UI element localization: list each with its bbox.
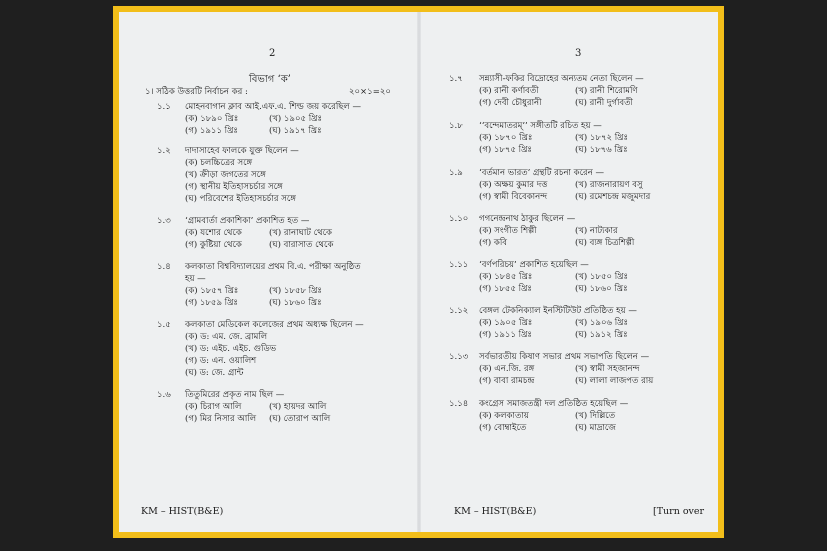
marks: ২০×১=২০ [349, 87, 391, 97]
option: (গ) বাবা রামচন্দ্র [479, 376, 535, 386]
option: (ক) সংগীত শিল্পী [479, 226, 537, 236]
question-number: ১.১৩ [449, 352, 469, 362]
option: (গ) দেবী চৌধুরানী [479, 98, 542, 108]
option: (খ) ড: এইচ. এইচ. গুডিভ [185, 344, 277, 354]
question-text: হয় — [185, 274, 206, 284]
option: (গ) ১৮৫৯ খ্রিঃ [185, 298, 238, 308]
option: (গ) স্বামী বিবেকানন্দ [479, 192, 548, 202]
option: (খ) ক্রীড়া জগতের সঙ্গে [185, 170, 266, 180]
option: (ঘ) তোরাপ আলি [269, 414, 331, 424]
option: (গ) মির নিসার আলি [185, 414, 257, 424]
option: (ঘ) ১৯১৭ খ্রিঃ [269, 126, 322, 136]
option: (ঘ) রমেশচন্দ্র মজুমদার [575, 192, 651, 202]
question-text: গগনেন্দ্রনাথ ঠাকুর ছিলেন — [479, 214, 576, 224]
turn-over: [Turn over [653, 506, 705, 517]
question-text: ‘বর্ণপরিচয়’ প্রকাশিত হয়েছিল — [479, 260, 589, 270]
question-text: কলকাতা মেডিকেল কলেজের প্রথম অধ্যক্ষ ছিলেন — [185, 320, 364, 330]
right-page [419, 12, 718, 532]
option: (ক) কলকাতায় [479, 411, 529, 421]
option: (গ) ড: এন. ওয়ালিশ [185, 356, 257, 366]
option: (খ) ১৯০৫ খ্রিঃ [269, 114, 322, 124]
section-heading: বিভাগ ‘ক’ [249, 74, 291, 85]
option: (ক) ১৮৭০ খ্রিঃ [479, 133, 533, 143]
option: (গ) ১৯১১ খ্রিঃ [479, 330, 532, 340]
option: (খ) হায়দর আলি [269, 402, 327, 412]
option: (ঘ) ১৮৬০ খ্রিঃ [269, 298, 322, 308]
option: (খ) ১৮৫৮ খ্রিঃ [269, 286, 322, 296]
question-number: ১.৯ [449, 168, 463, 178]
option: (ক) ১৮৯০ খ্রিঃ [185, 114, 239, 124]
question-number: ১.১০ [449, 214, 469, 224]
footer-code: KM – HIST(B&E) [454, 506, 537, 517]
option: (ঘ) মাদ্রাজে [575, 423, 616, 433]
option: (খ) রানী শিরোমণি [575, 86, 638, 96]
option: (খ) রাজনারায়ণ বসু [575, 180, 643, 190]
option: (গ) স্থানীয় ইতিহাসচর্চার সঙ্গে [185, 182, 283, 192]
option: (ঘ) লালা লাজপত রায় [575, 376, 654, 386]
option: (ঘ) ১৯১২ খ্রিঃ [575, 330, 628, 340]
question-number: ১.১২ [449, 306, 469, 316]
booklet-spread [119, 12, 718, 532]
option: (ক) অক্ষয় কুমার দত্ত [479, 180, 548, 190]
footer-code: KM – HIST(B&E) [141, 506, 224, 517]
option: (খ) নাট্যকার [575, 226, 618, 236]
option: (ক) যশোর থেকে [185, 228, 242, 238]
question-number: ১.৩ [157, 216, 171, 226]
option: (গ) ১৮৭৫ খ্রিঃ [479, 145, 532, 155]
question-number: ১.১১ [449, 260, 469, 270]
question-number: ১.২ [157, 146, 171, 156]
question-number: ১.৬ [157, 390, 171, 400]
option: (ঘ) ১৮৬০ খ্রিঃ [575, 284, 628, 294]
option: (গ) কুষ্টিয়া থেকে [185, 240, 242, 250]
question-text: বেঙ্গল টেকনিক্যাল ইনস্টিটিউট প্রতিষ্ঠিত হয় — [479, 306, 637, 316]
option: (ক) চিরাগ আলি [185, 402, 242, 412]
option: (গ) ১৮৫৫ খ্রিঃ [479, 284, 532, 294]
question-text: সর্বভারতীয় কিষাণ সভার প্রথম সভাপতি ছিলেন — [479, 352, 650, 362]
instruction: ১। সঠিক উত্তরটি নির্বাচন কর : [145, 87, 248, 97]
question-text: ‘‘বন্দেমাতরম্’’ সঙ্গীতটি রচিত হয় — [479, 121, 602, 131]
option: (খ) ১৮৫০ খ্রিঃ [575, 272, 628, 282]
question-number: ১.১ [157, 102, 171, 112]
question-text: ‘বর্তমান ভারত’ গ্রন্থটি রচনা করেন — [479, 168, 604, 178]
option: (ঘ) বারাসাত থেকে [269, 240, 334, 250]
question-text: সন্ন্যাসী-ফকির বিদ্রোহের অন্যতম নেতা ছিলেন — [479, 74, 644, 84]
option: (ক) ড: এম. জে. ব্রামলি [185, 332, 268, 342]
option: (খ) স্বামী সহজানন্দ [575, 364, 640, 374]
question-text: দাদাসাহেব ফালকে যুক্ত ছিলেন — [185, 146, 299, 156]
question-number: ১.১৪ [449, 399, 469, 409]
option: (খ) ১৮৭২ খ্রিঃ [575, 133, 628, 143]
option: (ঘ) রানী দুর্গাবতী [575, 98, 633, 108]
option: (খ) দিল্লিতে [575, 411, 616, 421]
question-text: মোহনবাগান ক্লাব আই.এফ.এ. শিল্ড জয় করেছিল — [185, 102, 361, 112]
option: (খ) রানাঘাট থেকে [269, 228, 332, 238]
left-page [119, 12, 419, 532]
option: (ঘ) পরিবেশের ইতিহাসচর্চার সঙ্গে [185, 194, 296, 204]
question-number: ১.৮ [449, 121, 463, 131]
option: (ঘ) ১৮৭৬ খ্রিঃ [575, 145, 628, 155]
question-text: কলকাতা বিশ্ববিদ্যালয়ের প্রথম বি.এ. পরীক্ষা অনুষ্ঠিত [185, 262, 361, 272]
option: (ঘ) ব্যঙ্গ চিত্রশিল্পী [575, 238, 635, 248]
option: (ক) ১৮৪৫ খ্রিঃ [479, 272, 533, 282]
page-number: 3 [575, 48, 582, 59]
page-number: 2 [269, 48, 276, 59]
question-text: তিতুমিরের প্রকৃত নাম ছিল — [185, 390, 285, 400]
option: (ক) এন.জি. রঙ্গ [479, 364, 535, 374]
option: (গ) কবি [479, 238, 508, 248]
option: (ক) ১৮৫৭ খ্রিঃ [185, 286, 239, 296]
option: (ঘ) ড: জে. গ্রান্ট [185, 368, 244, 378]
question-number: ১.৭ [449, 74, 463, 84]
document-frame [113, 6, 724, 538]
option: (ক) রানী কর্ণাবতী [479, 86, 539, 96]
option: (খ) ১৯০৬ খ্রিঃ [575, 318, 628, 328]
option: (গ) বোম্বাইতে [479, 423, 527, 433]
option: (ক) চলচ্চিত্রের সঙ্গে [185, 158, 253, 168]
question-number: ১.৫ [157, 320, 171, 330]
option: (ক) ১৯০৫ খ্রিঃ [479, 318, 533, 328]
question-text: কংগ্রেস সমাজতন্ত্রী দল প্রতিষ্ঠিত হয়েছিল — [479, 399, 629, 409]
option: (গ) ১৯১১ খ্রিঃ [185, 126, 238, 136]
question-number: ১.৪ [157, 262, 171, 272]
question-text: ‘গ্রামবার্তা প্রকাশিকা’ প্রকাশিত হত — [185, 216, 310, 226]
